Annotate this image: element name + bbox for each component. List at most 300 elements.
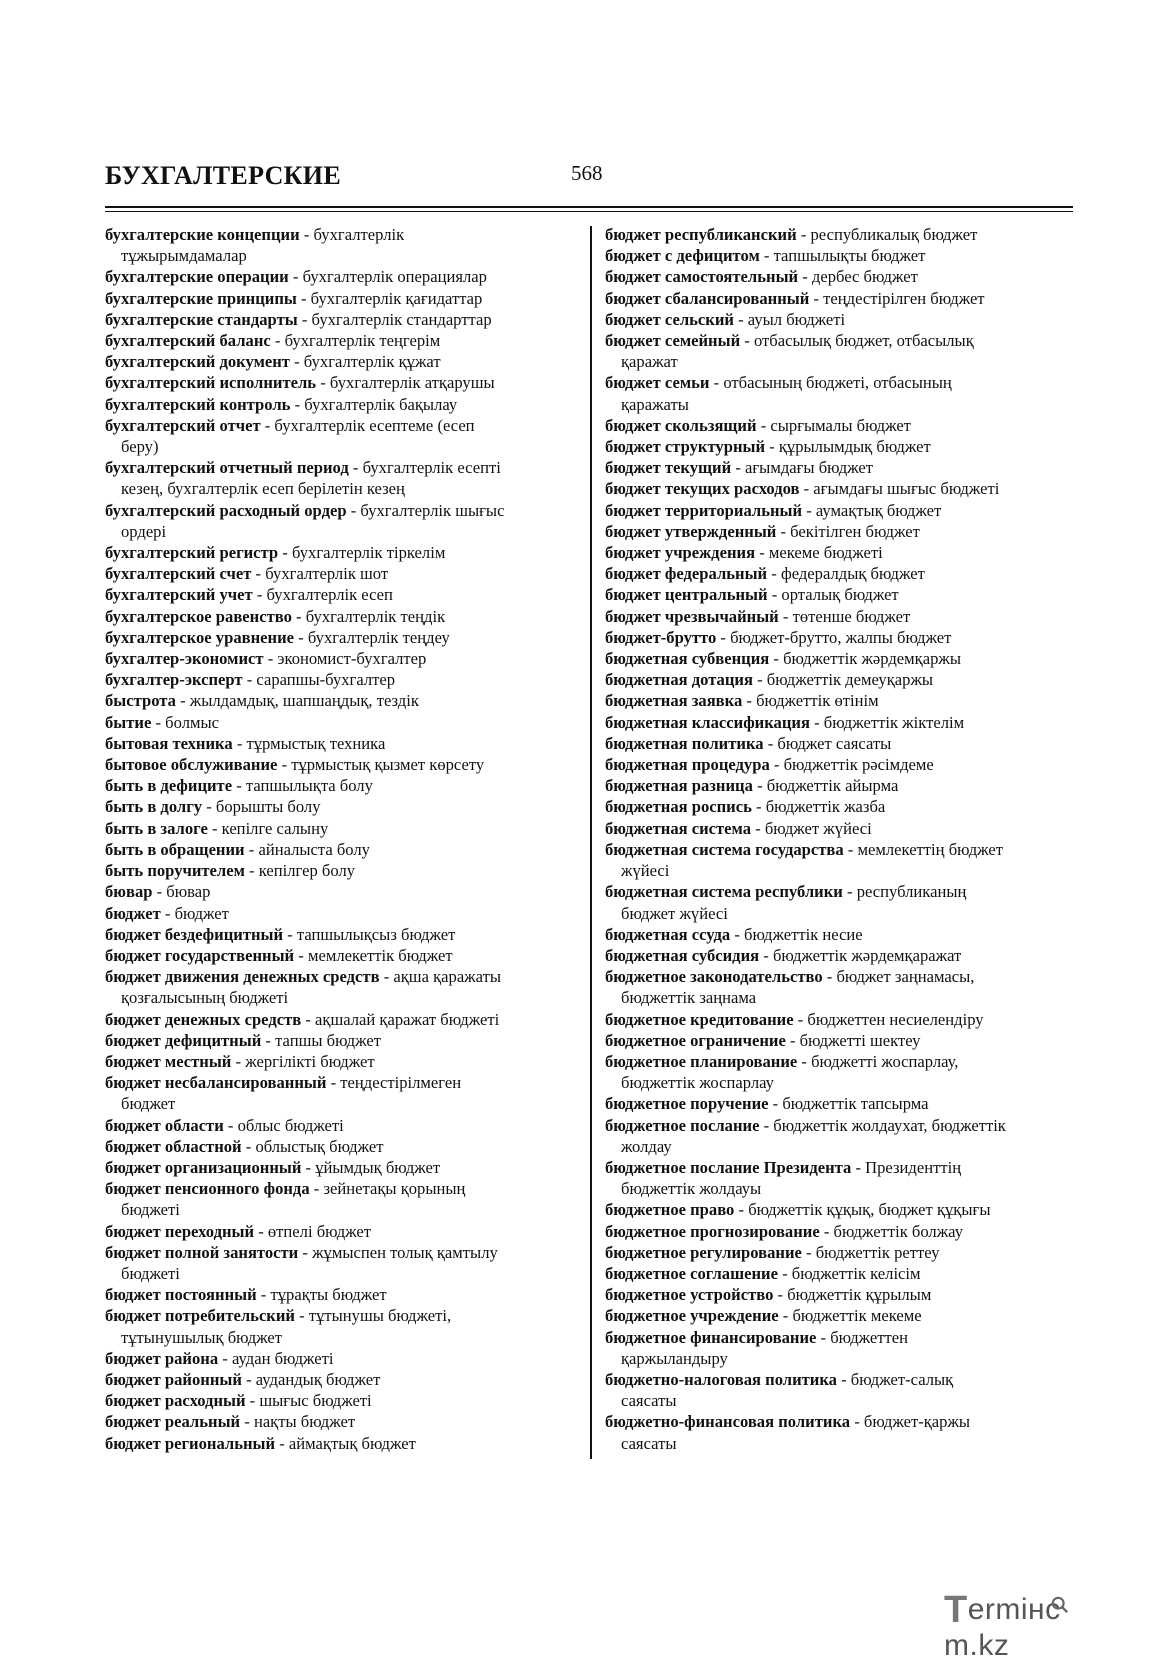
entry-separator: - — [777, 1263, 792, 1283]
entry-definition-continued: бюджет — [121, 1094, 176, 1114]
entry-definition-continued: қозғалысының бюджеті — [121, 988, 289, 1008]
entry-separator: - — [752, 776, 767, 796]
entry-definition: аумақтық бюджет — [815, 500, 942, 520]
dictionary-entry — [105, 1411, 575, 1432]
entry-definition: теңдестірілмеген — [340, 1073, 462, 1093]
entry-definition: бюджетті жоспарлау, — [811, 1051, 959, 1071]
entry-term: быть в дефиците — [105, 776, 233, 796]
entry-definition: аудан бюджеті — [231, 1348, 334, 1368]
entry-separator: - — [289, 352, 304, 372]
entry-separator: - — [793, 1009, 808, 1029]
entry-term: бюджет семьи — [605, 373, 710, 393]
entry-term: бухгалтер-экономист — [105, 649, 264, 669]
dictionary-entry — [105, 1242, 575, 1263]
entry-definition: бухгалтерлік теңгерім — [284, 331, 441, 351]
entry-separator: - — [816, 1327, 831, 1347]
entry-term: бюджетная классификация — [605, 712, 810, 732]
entry-continuation — [105, 987, 575, 1008]
entry-continuation — [105, 436, 575, 457]
entry-separator: - — [730, 924, 745, 944]
entry-term: бухгалтерский баланс — [105, 331, 271, 351]
entry-term: быть в залоге — [105, 818, 208, 838]
dictionary-entry — [605, 669, 1073, 690]
entry-term: бюджет пенсионного фонда — [105, 1179, 310, 1199]
entry-definition: бюджеттік жәрдемқаржы — [783, 649, 962, 669]
entry-definition: Президенттің — [865, 1157, 962, 1177]
dictionary-entry — [605, 457, 1073, 478]
entry-separator: - — [740, 331, 754, 351]
entry-definition: сарапшы-бухгалтер — [256, 670, 396, 690]
dictionary-entry — [105, 712, 575, 733]
dictionary-entry — [105, 1072, 575, 1093]
entry-definition: бухгалтерлік стандарттар — [311, 309, 492, 329]
entry-term: бюджет переходный — [105, 1221, 255, 1241]
entry-definition: сырғымалы бюджет — [770, 415, 911, 435]
entry-definition: тұрмыстық қызмет көрсету — [291, 755, 485, 775]
entry-definition: бюджеттік құқық, бюджет құқығы — [748, 1200, 991, 1220]
entry-separator: - — [716, 627, 731, 647]
entry-definition: федералдық бюджет — [780, 564, 925, 584]
entry-term: бюджетная субвенция — [605, 649, 770, 669]
entry-separator: - — [295, 1306, 309, 1326]
page-header — [105, 157, 1073, 209]
dictionary-entry — [605, 1284, 1073, 1305]
entry-separator: - — [244, 839, 259, 859]
entry-separator: - — [261, 1030, 276, 1050]
entry-definition-continued: тұтынушылық бюджет — [121, 1327, 282, 1347]
entry-separator: - — [260, 415, 275, 435]
entry-term: бюджетная разница — [605, 776, 753, 796]
entry-definition-continued: жолдау — [621, 1136, 672, 1156]
entry-separator: - — [768, 1094, 783, 1114]
entry-separator: - — [298, 1242, 313, 1262]
dictionary-entry — [605, 521, 1073, 542]
entry-term: бухгалтерские принципы — [105, 288, 297, 308]
entry-definition: бухгалтерлік шот — [265, 564, 389, 584]
entry-definition: бюджеттік демеуқаржы — [766, 670, 934, 690]
entry-term: бюджетная ссуда — [605, 924, 731, 944]
dictionary-entry — [105, 924, 575, 945]
entry-term: бюджет структурный — [605, 437, 766, 457]
entry-separator: - — [297, 309, 312, 329]
logo-letter-t: T — [944, 1589, 968, 1631]
entry-definition: бюджет заңнамасы, — [836, 967, 975, 987]
entry-term: бюджет региональный — [105, 1433, 276, 1453]
entry-continuation — [605, 1136, 1073, 1157]
entry-term: бюджетная заявка — [605, 691, 743, 711]
entry-continuation — [105, 1199, 575, 1220]
entry-term: бухгалтерские операции — [105, 267, 289, 287]
entry-term: бюджетная процедура — [605, 755, 770, 775]
entry-term: бюджет области — [105, 1115, 224, 1135]
dictionary-entry — [105, 903, 575, 924]
entry-separator: - — [778, 606, 793, 626]
dictionary-entry — [105, 224, 575, 245]
entry-separator: - — [842, 882, 857, 902]
dictionary-entry — [605, 775, 1073, 796]
entry-definition: бюджет-салық — [850, 1369, 954, 1389]
entry-definition: бюджеттік несие — [744, 924, 863, 944]
entry-definition: бювар — [166, 882, 211, 902]
dictionary-entry — [605, 542, 1073, 563]
dictionary-entry — [105, 1178, 575, 1199]
entry-separator: - — [796, 225, 811, 244]
entry-separator: - — [769, 649, 784, 669]
entry-term: бюджет бездефицитный — [105, 924, 284, 944]
entry-definition: өтпелі бюджет — [267, 1221, 372, 1241]
entry-separator: - — [850, 1412, 864, 1432]
entry-definition: экономист-бухгалтер — [277, 649, 427, 669]
entry-term: бюджет района — [105, 1348, 219, 1368]
entry-separator: - — [769, 755, 784, 775]
entry-definition-continued: жүйесі — [621, 861, 670, 881]
entry-definition: ақшалай қаражат бюджеті — [315, 1009, 500, 1029]
entry-separator: - — [776, 521, 791, 541]
entry-separator: - — [819, 1221, 834, 1241]
dictionary-entry — [105, 839, 575, 860]
entry-definition-continued: бюджеттік заңнама — [621, 988, 757, 1008]
dictionary-entry — [105, 500, 575, 521]
dictionary-entry — [605, 733, 1073, 754]
dictionary-entry — [105, 584, 575, 605]
dictionary-entry — [105, 796, 575, 817]
entry-separator: - — [759, 246, 774, 266]
dictionary-entry — [605, 924, 1073, 945]
dictionary-entry — [605, 478, 1073, 499]
entry-definition-continued: бюджеттік жоспарлау — [621, 1073, 774, 1093]
entry-definition: бухгалтерлік бақылау — [304, 394, 458, 414]
entry-term: бювар — [105, 882, 153, 902]
dictionary-entry — [605, 309, 1073, 330]
entry-term: бюджет-брутто — [605, 627, 717, 647]
entry-term: быстрота — [105, 691, 176, 711]
entry-term: бюджетная система государства — [605, 839, 844, 859]
entry-definition: республиканың — [856, 882, 967, 902]
entry-definition: дербес бюджет — [811, 267, 918, 287]
entry-term: бухгалтерский учет — [105, 585, 253, 605]
entry-term: бюджетно-налоговая политика — [605, 1369, 837, 1389]
dictionary-entry — [105, 266, 575, 287]
dictionary-entry — [605, 372, 1073, 393]
entry-separator: - — [278, 543, 292, 563]
dictionary-entry — [105, 542, 575, 563]
entry-separator: - — [251, 564, 266, 584]
dictionary-entry — [605, 1093, 1073, 1114]
entry-term: бюджет потребительский — [105, 1306, 295, 1326]
entry-separator: - — [202, 797, 216, 817]
entry-term: бюджет государственный — [105, 945, 295, 965]
entry-separator: - — [294, 945, 308, 965]
dictionary-entry — [605, 648, 1073, 669]
entry-separator: - — [731, 458, 745, 478]
dictionary-entry — [605, 1115, 1073, 1136]
entry-separator: - — [152, 882, 167, 902]
entry-continuation — [605, 1072, 1073, 1093]
entry-separator: - — [851, 1157, 866, 1177]
dictionary-entry — [605, 754, 1073, 775]
running-head: БУХГАЛТЕРСКИЕ — [105, 161, 341, 190]
column-divider — [590, 226, 592, 1459]
dictionary-entry — [105, 372, 575, 393]
entry-term: бухгалтерские концепции — [105, 225, 300, 244]
entry-separator: - — [275, 1433, 289, 1453]
entry-term: бюджет утвержденный — [605, 521, 777, 541]
entry-definition: кепілгер болу — [258, 861, 356, 881]
entry-term: бюджетное регулирование — [605, 1242, 802, 1262]
entry-definition: бухгалтерлік қағидаттар — [310, 288, 483, 308]
entry-term: бухгалтерский счет — [105, 564, 252, 584]
dictionary-entry — [105, 606, 575, 627]
entry-definition: бюджет саясаты — [777, 733, 892, 753]
entry-definition: бюджеттен несиелендіру — [807, 1009, 984, 1029]
entry-separator: - — [277, 755, 292, 775]
entry-definition: бухгалтерлік операциялар — [302, 267, 487, 287]
entry-definition: теңдестірілген бюджет — [823, 288, 985, 308]
entry-definition-continued: бюджеттік жолдауы — [621, 1179, 762, 1199]
page-number: 568 — [571, 161, 603, 185]
entry-separator: - — [245, 1391, 260, 1411]
dictionary-entry — [105, 818, 575, 839]
entry-term: бюджет организационный — [105, 1157, 302, 1177]
header-rule-thick — [105, 206, 1073, 208]
entry-separator: - — [241, 1136, 256, 1156]
entry-separator: - — [767, 564, 781, 584]
entry-definition: бюджеттік өтінім — [756, 691, 879, 711]
entry-term: бюджет несбалансированный — [105, 1073, 327, 1093]
entry-definition: бюджетті шектеу — [799, 1030, 921, 1050]
logo-text-mid: ermінc — [967, 1593, 1061, 1626]
entry-definition: бюджеттік құрылым — [787, 1285, 932, 1305]
entry-term: бюджетная система республики — [605, 882, 843, 902]
entry-separator: - — [759, 945, 773, 965]
entry-term: бюджетная политика — [605, 733, 764, 753]
entry-term: бюджет республиканский — [605, 225, 797, 244]
entry-term: бухгалтерский отчетный период — [105, 458, 349, 478]
entry-definition-continued: ордері — [121, 521, 167, 541]
entry-term: бюджет центральный — [605, 585, 768, 605]
dictionary-entry — [605, 839, 1073, 860]
dictionary-entry — [105, 394, 575, 415]
dictionary-entry — [605, 1051, 1073, 1072]
right-column — [605, 224, 1073, 1454]
entry-definition-continued: саясаты — [621, 1391, 677, 1411]
entry-continuation — [105, 1327, 575, 1348]
entry-separator: - — [301, 1009, 316, 1029]
entry-separator: - — [296, 288, 311, 308]
dictionary-entry — [605, 690, 1073, 711]
entry-term: бухгалтерский регистр — [105, 543, 279, 563]
entry-term: бытие — [105, 712, 152, 732]
entry-continuation — [605, 903, 1073, 924]
entry-definition: отбасылық бюджет, отбасылық — [753, 331, 974, 351]
entry-separator: - — [756, 415, 771, 435]
entry-definition: жылдамдық, шапшаңдық, тездік — [189, 691, 419, 711]
dictionary-entry — [105, 288, 575, 309]
entry-definition: тұрақты бюджет — [270, 1285, 387, 1305]
entry-definition: бюджет — [174, 903, 229, 923]
entry-definition-continued: бюджеті — [121, 1200, 180, 1220]
entry-separator: - — [751, 818, 765, 838]
entry-separator: - — [733, 309, 748, 329]
entry-separator: - — [316, 373, 330, 393]
entry-separator: - — [809, 712, 824, 732]
entry-definition-continued: бюджеті — [121, 1263, 180, 1283]
entry-separator: - — [836, 1369, 851, 1389]
entry-separator: - — [348, 458, 363, 478]
entry-term: бюджет полной занятости — [105, 1242, 299, 1262]
entry-term: бюджет расходный — [105, 1391, 246, 1411]
entry-separator: - — [291, 606, 306, 626]
entry-term: бюджет областной — [105, 1136, 242, 1156]
header-rule-thin — [105, 211, 1073, 212]
dictionary-entry — [605, 881, 1073, 902]
entry-term: бюджет текущий — [605, 458, 732, 478]
dictionary-entry — [605, 266, 1073, 287]
entry-term: бюджетно-финансовая политика — [605, 1412, 851, 1432]
entry-definition: тапшы бюджет — [275, 1030, 381, 1050]
dictionary-entry — [605, 712, 1073, 733]
entry-term: бюджет учреждения — [605, 543, 756, 563]
entry-separator: - — [301, 1157, 316, 1177]
dictionary-entry — [605, 563, 1073, 584]
entry-definition: жұмыспен толық қамтылу — [312, 1242, 498, 1262]
entry-separator: - — [160, 903, 175, 923]
dictionary-entry — [105, 457, 575, 478]
entry-definition: тапшылықсыз бюджет — [296, 924, 456, 944]
dictionary-entry — [105, 754, 575, 775]
dictionary-entry — [105, 627, 575, 648]
entry-definition: кепілге салыну — [221, 818, 329, 838]
entry-term: бухгалтерский расходный ордер — [105, 500, 347, 520]
entry-separator: - — [175, 691, 190, 711]
entry-definition: бюджеттік жіктелім — [823, 712, 965, 732]
entry-separator: - — [802, 500, 816, 520]
left-column — [105, 224, 575, 1454]
entry-definition: бекітілген бюджет — [790, 521, 920, 541]
entry-definition: зейнетақы қорының — [323, 1179, 466, 1199]
entry-continuation — [105, 521, 575, 542]
dictionary-entry — [105, 690, 575, 711]
entry-term: бухгалтерские стандарты — [105, 309, 298, 329]
entry-definition: мекеме бюджеті — [768, 543, 883, 563]
dictionary-entry — [105, 1030, 575, 1051]
entry-term: бюджетное ограничение — [605, 1030, 786, 1050]
dictionary-entry — [605, 288, 1073, 309]
entry-definition: аудандық бюджет — [255, 1369, 381, 1389]
entry-term: бюджетное законодательство — [605, 967, 823, 987]
entry-separator: - — [767, 585, 782, 605]
entry-term: быть в долгу — [105, 797, 203, 817]
entry-separator: - — [751, 797, 766, 817]
entry-definition: ағымдағы шығыс бюджеті — [813, 479, 1000, 499]
dictionary-entry — [605, 1369, 1073, 1390]
entry-term: быть поручителем — [105, 861, 245, 881]
entry-term: бюджет сельский — [605, 309, 734, 329]
entry-term: бухгалтерский контроль — [105, 394, 291, 414]
entry-term: бюджетная система — [605, 818, 752, 838]
entry-definition: мемлекеттік бюджет — [307, 945, 453, 965]
entry-term: бухгалтерский документ — [105, 352, 290, 372]
dictionary-entry — [605, 1199, 1073, 1220]
dictionary-entry — [105, 1051, 575, 1072]
entry-definition: бюджет жүйесі — [764, 818, 872, 838]
logo-text-end: m.kz — [944, 1629, 1010, 1662]
entry-separator: - — [822, 967, 837, 987]
dictionary-entry — [605, 627, 1073, 648]
entry-continuation — [605, 987, 1073, 1008]
entry-definition: республикалық бюджет — [810, 225, 978, 244]
entry-definition: орталық бюджет — [781, 585, 899, 605]
entry-term: бытовое обслуживание — [105, 755, 278, 775]
dictionary-entry — [105, 330, 575, 351]
dictionary-entry — [105, 309, 575, 330]
entry-definition: аймақтық бюджет — [288, 1433, 416, 1453]
entry-definition: құрылымдық бюджет — [778, 437, 931, 457]
entry-definition: бюджет-қаржы — [863, 1412, 971, 1432]
entry-term: бюджет районный — [105, 1369, 242, 1389]
dictionary-entry — [605, 1009, 1073, 1030]
entry-term: бюджетная роспись — [605, 797, 752, 817]
entry-definition: облыстық бюджет — [255, 1136, 384, 1156]
entry-term: бюджет самостоятельный — [605, 267, 799, 287]
entry-separator: - — [256, 1285, 271, 1305]
entry-term: бюджетное кредитование — [605, 1009, 794, 1029]
entry-definition: бюджеттік тапсырма — [782, 1094, 929, 1114]
dictionary-entry — [605, 330, 1073, 351]
entry-term: бюджетная субсидия — [605, 945, 760, 965]
entry-term: бюджет текущих расходов — [605, 479, 800, 499]
dictionary-entry — [105, 563, 575, 584]
entry-definition: ақша қаражаты — [393, 967, 501, 987]
entry-continuation — [105, 1093, 575, 1114]
dictionary-entry — [105, 669, 575, 690]
dictionary-entry — [105, 1390, 575, 1411]
entry-term: бюджет реальный — [105, 1412, 241, 1432]
entry-definition: бухгалтерлік — [313, 225, 405, 244]
entry-term: бюджетное право — [605, 1200, 735, 1220]
dictionary-entry — [605, 1327, 1073, 1348]
entry-separator: - — [843, 839, 858, 859]
entry-term: бухгалтер-эксперт — [105, 670, 243, 690]
entry-term: бюджет сбалансированный — [605, 288, 810, 308]
entry-separator: - — [742, 691, 757, 711]
entry-term: бюджет денежных средств — [105, 1009, 302, 1029]
entry-definition: жергілікті бюджет — [245, 1051, 375, 1071]
entry-term: бюджет дефицитный — [105, 1030, 262, 1050]
entry-separator: - — [809, 288, 824, 308]
entry-term: бюджетное соглашение — [605, 1263, 778, 1283]
dictionary-entry — [605, 606, 1073, 627]
entry-separator: - — [765, 437, 779, 457]
entry-separator: - — [294, 627, 308, 647]
entry-term: бюджетное финансирование — [605, 1327, 817, 1347]
entry-separator: - — [379, 967, 394, 987]
entry-separator: - — [326, 1073, 341, 1093]
entry-continuation — [605, 1178, 1073, 1199]
entry-separator: - — [232, 733, 247, 753]
entry-definition: бюджеттік болжау — [833, 1221, 963, 1241]
entry-definition: бухгалтерлік тіркелім — [291, 543, 446, 563]
entry-term: бюджет движения денежных средств — [105, 967, 380, 987]
entry-definition: төтенше бюджет — [792, 606, 911, 626]
entry-separator: - — [223, 1115, 238, 1135]
dictionary-entry — [605, 966, 1073, 987]
termincom-logo — [944, 1586, 1144, 1662]
entry-definition: облыс бюджеті — [237, 1115, 344, 1135]
magnifier-icon — [1051, 1596, 1069, 1614]
dictionary-entry — [605, 1157, 1073, 1178]
dictionary-entry — [105, 1284, 575, 1305]
